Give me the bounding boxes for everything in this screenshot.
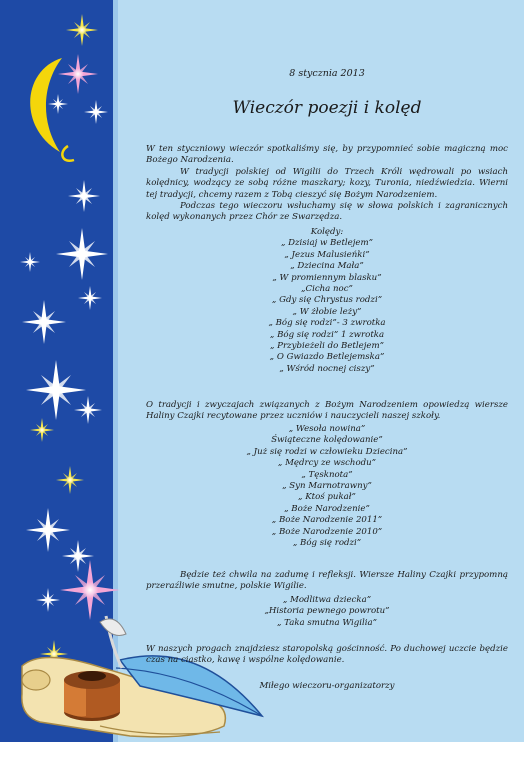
poems-section (146, 400, 508, 423)
list-item: „ Dziecina Mała” (290, 261, 364, 272)
star-glow (27, 259, 33, 265)
list-item: „ Dzisiaj w Betlejem” (280, 238, 374, 249)
signature: Miłego wieczoru-organizatorzy (259, 681, 395, 691)
list-item: „ Boże Narodzenie” (284, 503, 370, 514)
star-glow (78, 26, 87, 35)
moon-ornament-icon (62, 146, 74, 161)
list-item: „ Tęsknota” (301, 469, 353, 480)
reflection-section (146, 570, 508, 593)
closing-section (146, 644, 508, 667)
list-item: „ W promiennym blasku” (272, 272, 382, 283)
star-glow (45, 597, 52, 604)
intro-paragraph: W ten styczniowy wieczór spotkaliśmy się, by przypomnieć sobie magiczną moc Bożego Narodzenia. (146, 144, 508, 166)
list-item: „ Bóg się rodzi” 1 zwrotka (269, 329, 385, 340)
star-glow (93, 109, 100, 116)
list-item: „ Ktoś pukał” (298, 492, 356, 503)
list-item: „ Gdy się Chrystus rodzi” (271, 295, 383, 306)
list-item: „ Mędrcy ze wschodu” (277, 458, 377, 469)
star-glow (66, 476, 74, 484)
list-item: „ Syn Marnotrawny” (282, 481, 372, 492)
list-item: „ Przybieżeli do Betlejem” (269, 341, 385, 352)
list-item: „ Już się rodzi w człowieku Dziecina” (246, 446, 408, 457)
closing-paragraph: W naszych progach znajdziesz staropolską gościnność. Po duchowej uczcie będzie czas na ciastko, kawę i wspólne kolędowanie. (146, 644, 508, 666)
reflection-intro: Będzie też chwila na zadumę i refleksji. Wiersze Haliny Czajki przypomną przeraźliwie smutne, polskie Wigilie. (146, 570, 508, 592)
star-glow (80, 192, 89, 201)
star-glow (75, 247, 90, 262)
carols-heading: Kolędy: (310, 227, 344, 237)
inkwell-icon (64, 671, 120, 721)
star-glow (42, 524, 54, 536)
star-glow (72, 68, 83, 79)
intro-section (146, 144, 508, 224)
list-item: „ Boże Narodzenie 2010” (271, 526, 383, 537)
list-item: „ Boże Narodzenie 2011” (271, 515, 383, 526)
list-item: „ Modlitwa dziecka” (282, 595, 372, 605)
star-glow (48, 382, 65, 399)
list-item: „ Taka smutna Wigilia” (276, 617, 378, 628)
intro-paragraph: W tradycji polskiej od Wigilii do Trzech Króli wędrowali po wsiach kolędnicy, wodzący ze sobą różne maszkary; kozy, Turonia, niedźwiedzia. Wierni tej tradycji, chcemy razem z Tobą cieszyć się Bożym Narodzeniem. (146, 166, 508, 200)
reflection-list (146, 595, 508, 629)
list-item: „ Bóg się rodzi” (292, 538, 362, 549)
list-item: „ O Gwiazdo Betlejemska” (269, 352, 385, 363)
list-item: „ W żłobie leży” (292, 306, 362, 317)
event-date: 8 stycznia 2013 (289, 68, 365, 79)
star-glow (39, 427, 46, 434)
list-item: „ Wesoła nowina” (288, 424, 366, 434)
poems-intro: O tradycji i zwyczajach związanych z Bożym Narodzeniem opowiedzą wiersze Haliny Czajki recytowane przez uczniów i nauczycieli naszej szkoły. (146, 400, 508, 422)
list-item: „ Jezus Malusieńki” (284, 249, 370, 260)
star-glow (87, 295, 94, 302)
star-glow (82, 582, 99, 599)
carols-list (146, 227, 508, 375)
list-item: „Historia pewnego powrotu” (264, 606, 390, 617)
star-glow (84, 406, 92, 414)
list-item: „ Bóg się rodzi”- 3 zwrotka (268, 318, 386, 329)
star-glow (74, 552, 83, 561)
intro-paragraph: Podczas tego wieczoru wsłuchamy się w słowa polskich i zagranicznych kolęd wykonanych przez Chór ze Swarzędza. (146, 201, 508, 223)
list-item: Świąteczne kolędowanie” (271, 435, 383, 446)
list-item: „Cicha noc” (301, 284, 353, 295)
list-item: „ Wśród nocnej ciszy” (279, 363, 375, 374)
star-glow (55, 101, 61, 107)
poems-list (146, 424, 508, 549)
star-glow (38, 316, 50, 328)
page-title: Wieczór poezji i kolęd (232, 98, 422, 118)
